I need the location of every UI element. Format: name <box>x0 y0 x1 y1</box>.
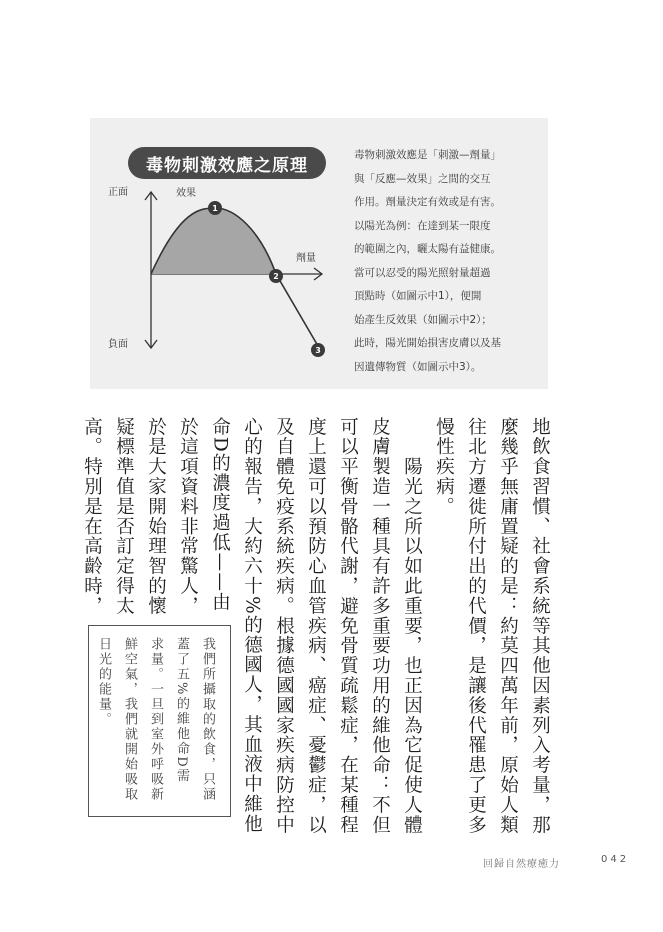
body-column: 往北方遷徙所付出的代價，是讓後代罹患了更多 <box>465 417 487 835</box>
body-column: 於這項資料非常驚人， <box>177 417 199 616</box>
body-column: 皮膚製造一種具有許多重要功用的維他命：不但 <box>369 417 391 835</box>
caption-line: 毒物刺激效應是「刺激—劑量」 <box>354 149 501 161</box>
point-2-label: 2 <box>273 272 279 281</box>
caption-line: 此時，陽光開始損害皮膚以及基 <box>354 337 501 349</box>
note-column: 鮮空氣，我們就開始吸取 <box>122 637 137 802</box>
body-column: 慢性疾病。 <box>433 417 455 517</box>
caption-line: 與「反應—效果」之間的交互 <box>354 172 491 185</box>
body-column: 麼幾乎無庸置疑的是：約莫四萬年前，原始人類 <box>497 417 519 835</box>
body-column: 心的報告，大約六十%的德國人，其血液中維他 <box>241 417 263 834</box>
body-column: 高。特別是在高齡時， <box>81 417 103 616</box>
body-column: 地飲食習慣、社會系統等其他因素列入考量，那 <box>529 417 551 835</box>
caption-line: 因遺傳物質（如圖示中3）。 <box>354 360 482 373</box>
caption-line: 作用。劑量決定有效或是有害。 <box>354 196 501 208</box>
benefit-area <box>151 208 276 274</box>
point-3-label: 3 <box>315 346 321 355</box>
note-column: 蓋了五%的維他命D需 <box>174 637 189 784</box>
body-column: 疑標準值是否訂定得太 <box>113 417 135 616</box>
caption-line: 以陽光為例：在達到某一限度 <box>354 219 491 232</box>
hormesis-diagram <box>100 180 340 365</box>
figure-title: 毒物刺激效應之原理 <box>128 147 326 179</box>
body-column: 於是大家開始理智的懷 <box>145 417 167 616</box>
body-column: 及自體免疫系統疾病。根據德國國家疾病防控中 <box>273 417 295 835</box>
body-column: 可以平衡骨骼代謝，避免骨質疏鬆症，在某種程 <box>337 417 359 835</box>
note-column: 日光的能量。 <box>96 637 111 727</box>
body-column: 度上還可以預防心血管疾病、癌症、憂鬱症，以 <box>305 417 327 835</box>
caption-line: 當可以忍受的陽光照射量超過 <box>354 266 491 279</box>
body-column: 命D的濃度過低——由 <box>209 417 231 613</box>
label-negative: 負面 <box>108 339 128 350</box>
label-dose: 劑量 <box>296 253 316 264</box>
point-1-label: 1 <box>212 204 218 213</box>
caption-line: 的範圍之內，曬太陽有益健康。 <box>354 243 501 255</box>
note-column: 我們所攝取的飲食，只涵 <box>200 637 215 802</box>
caption-line: 始產生反效果（如圖示中2）； <box>354 313 492 326</box>
note-column: 求量。一旦到室外呼吸新 <box>148 637 163 802</box>
body-column: 陽光之所以如此重要，也正因為它促使人體 <box>401 417 423 835</box>
caption-line: 頂點時（如圖示中1），便開 <box>354 290 482 302</box>
page-number: 042 <box>601 854 630 865</box>
label-positive: 正面 <box>108 187 128 198</box>
label-effect: 效果 <box>176 188 196 199</box>
footer-book-title: 回歸自然療癒力 <box>483 859 560 870</box>
figure-caption <box>354 144 544 379</box>
